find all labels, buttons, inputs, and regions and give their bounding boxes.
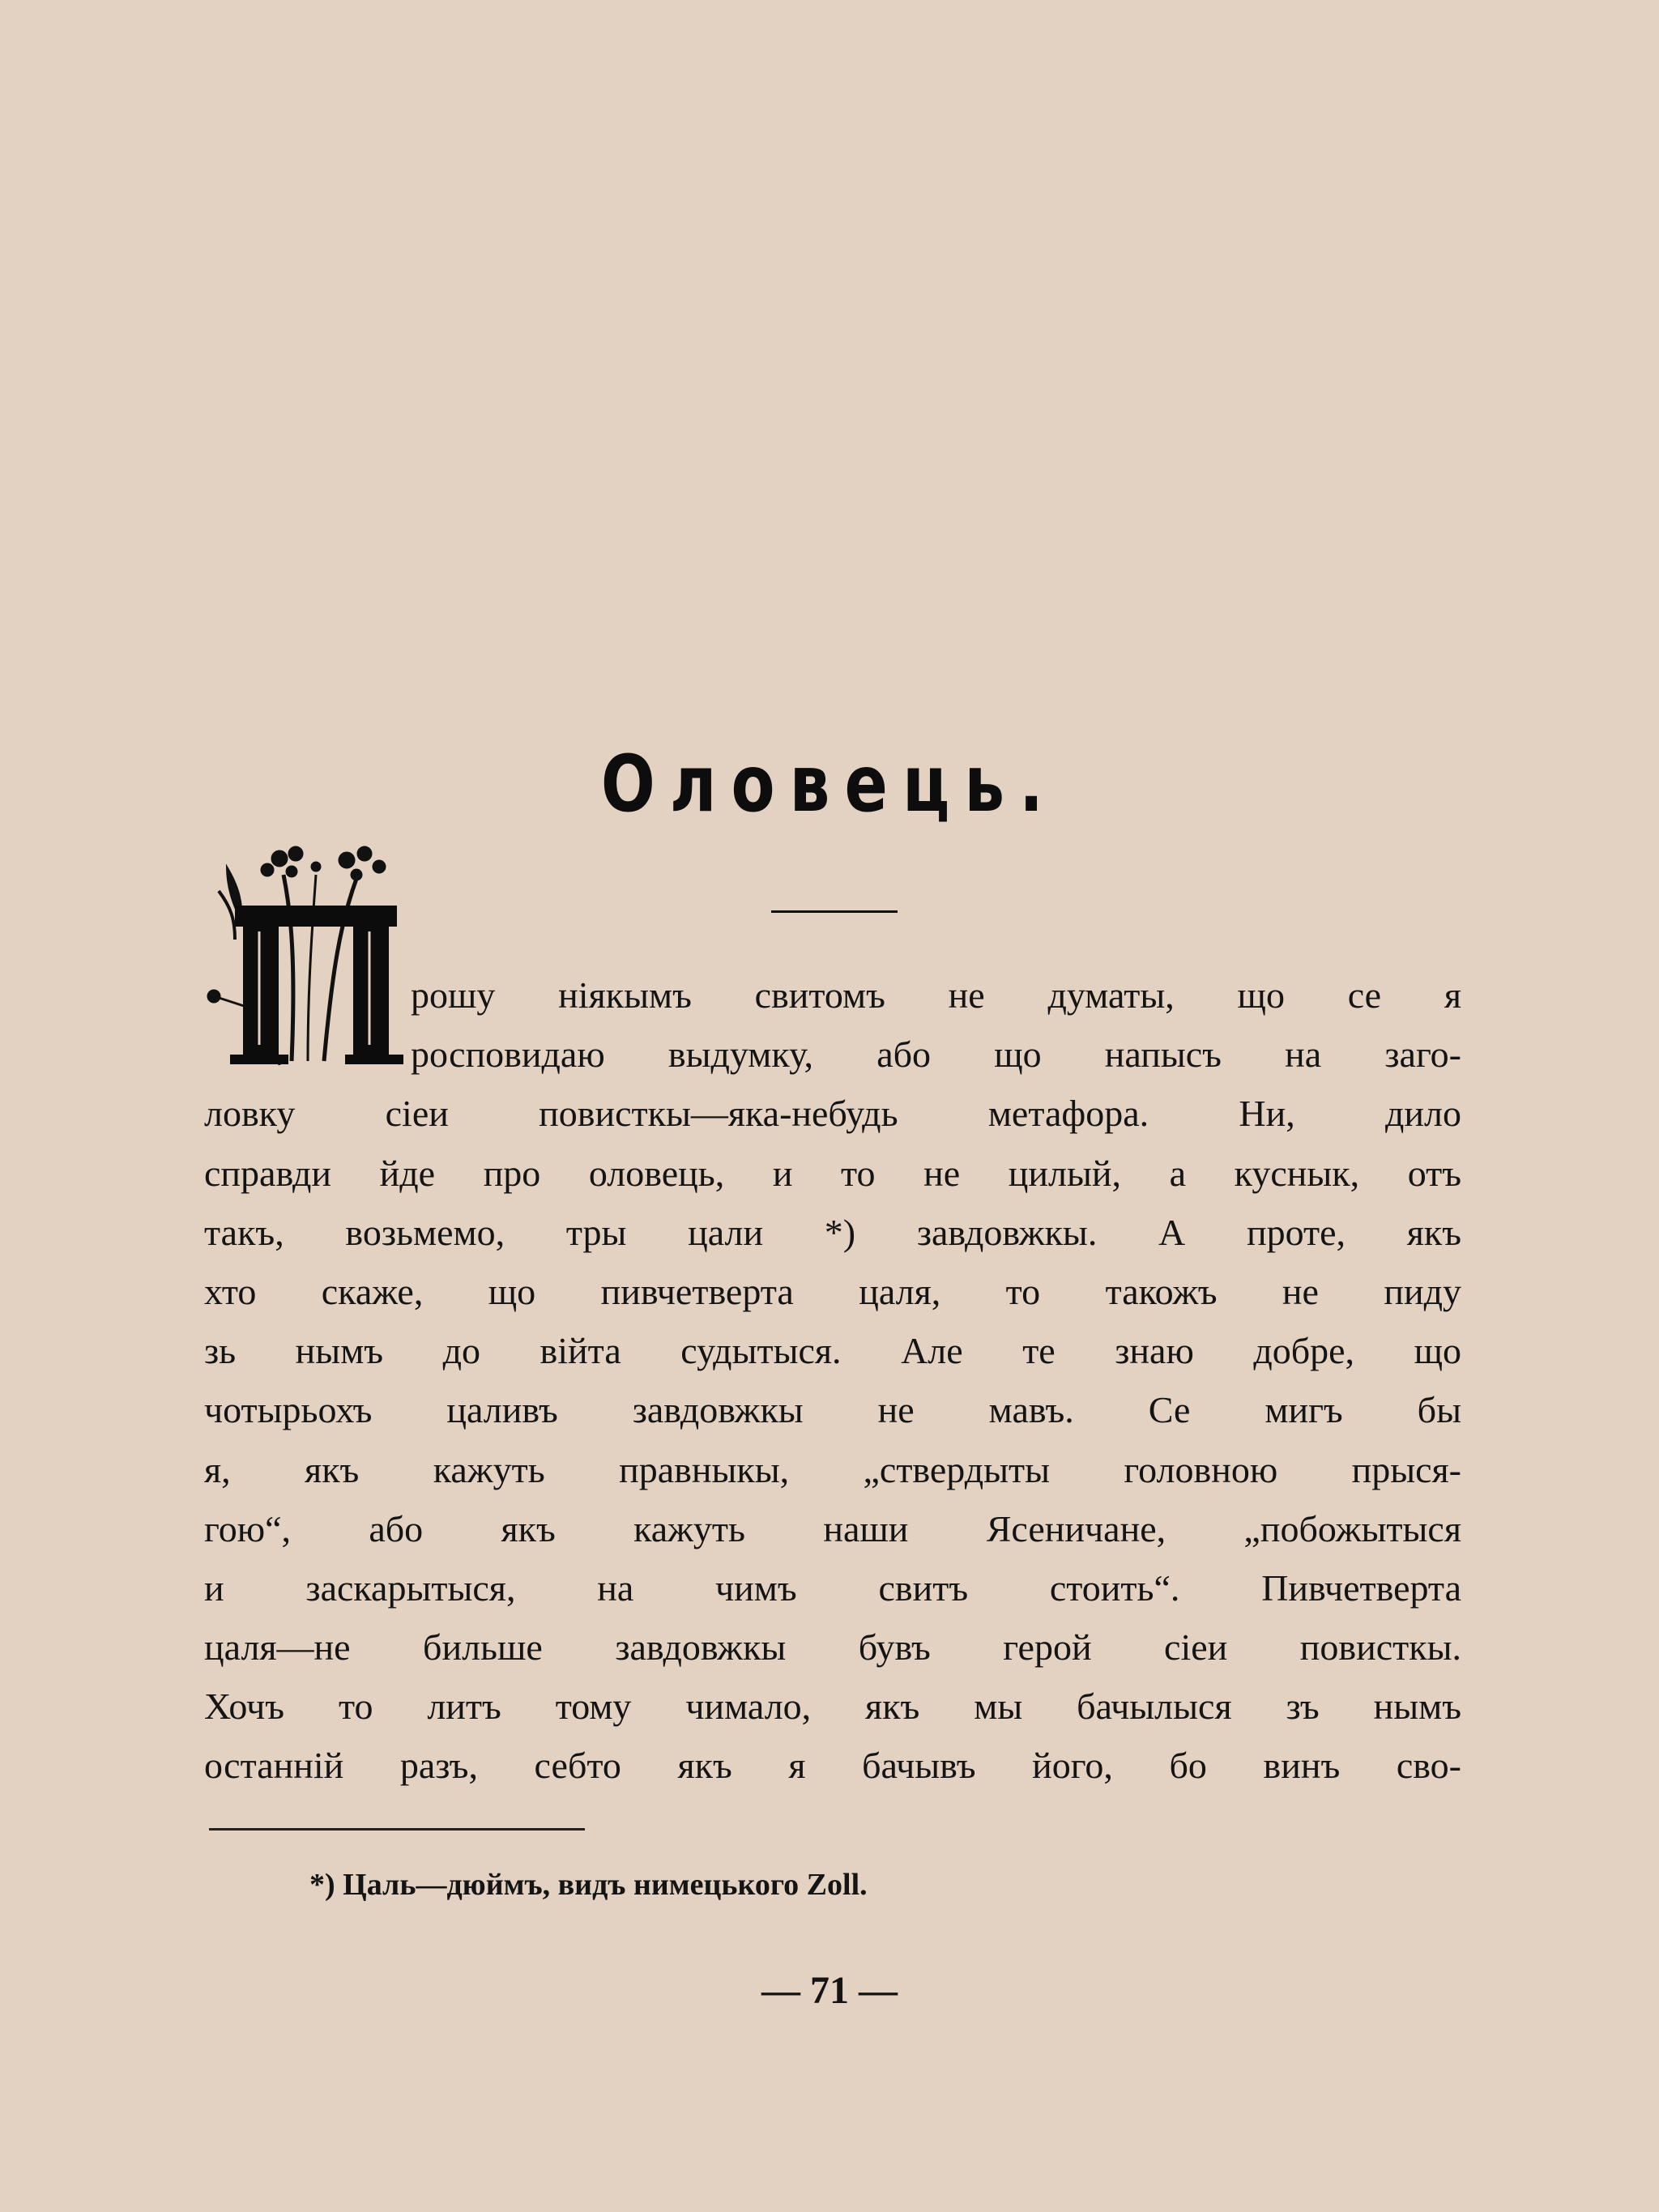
- text-line: и заскарытыся, на чимъ свитъ стоить“. Пивчетверта: [204, 1566, 1461, 1609]
- body-text: [204, 965, 1461, 1796]
- text-line: справди йде про оловець, и то не цилый, а куснык, отъ: [204, 1152, 1461, 1194]
- text-line: росповидаю выдумку, або що напысъ на заго-: [411, 1034, 1461, 1076]
- text-line: зь нымъ до війта судытыся. Але те знаю добре, що: [204, 1330, 1461, 1372]
- text-line: такъ, возьмемо, тры цали *) завдовжкы. А проте, якъ: [204, 1211, 1461, 1253]
- text-line: гою“, або якъ кажуть наши Ясеничане, „побожытыся: [204, 1507, 1461, 1549]
- footnote: *) Цаль—дюймъ, видъ нимецького Zoll.: [309, 1868, 868, 1902]
- text-line: останній разъ, себто якъ я бачывъ його, бо винъ сво-: [204, 1745, 1461, 1787]
- text-line: ловку сіеи повисткы—яка-небудь метафора. Ни, дило: [204, 1093, 1461, 1135]
- footnote-divider: [212, 1828, 585, 1831]
- text-line: рошу ніякымъ свитомъ не думаты, що се я: [411, 974, 1461, 1016]
- text-line: чотырьохъ цаливъ завдовжкы не мавъ. Се мигъ бы: [204, 1389, 1461, 1431]
- text-line: цаля—не бильше завдовжкы бувъ герой сіеи повисткы.: [204, 1626, 1461, 1669]
- title-divider: [771, 910, 898, 913]
- text-line: Хочъ то литъ тому чимало, якъ мы бачылыся зъ нымъ: [204, 1686, 1461, 1728]
- page-number: — 71 —: [761, 1969, 898, 2012]
- text-line: хто скаже, що пивчетверта цаля, то такожъ не пиду: [204, 1270, 1461, 1312]
- chapter-title: Оловець.: [600, 739, 1059, 829]
- text-line: я, якъ кажуть правныкы, „ствердыты головною прыся-: [204, 1448, 1461, 1490]
